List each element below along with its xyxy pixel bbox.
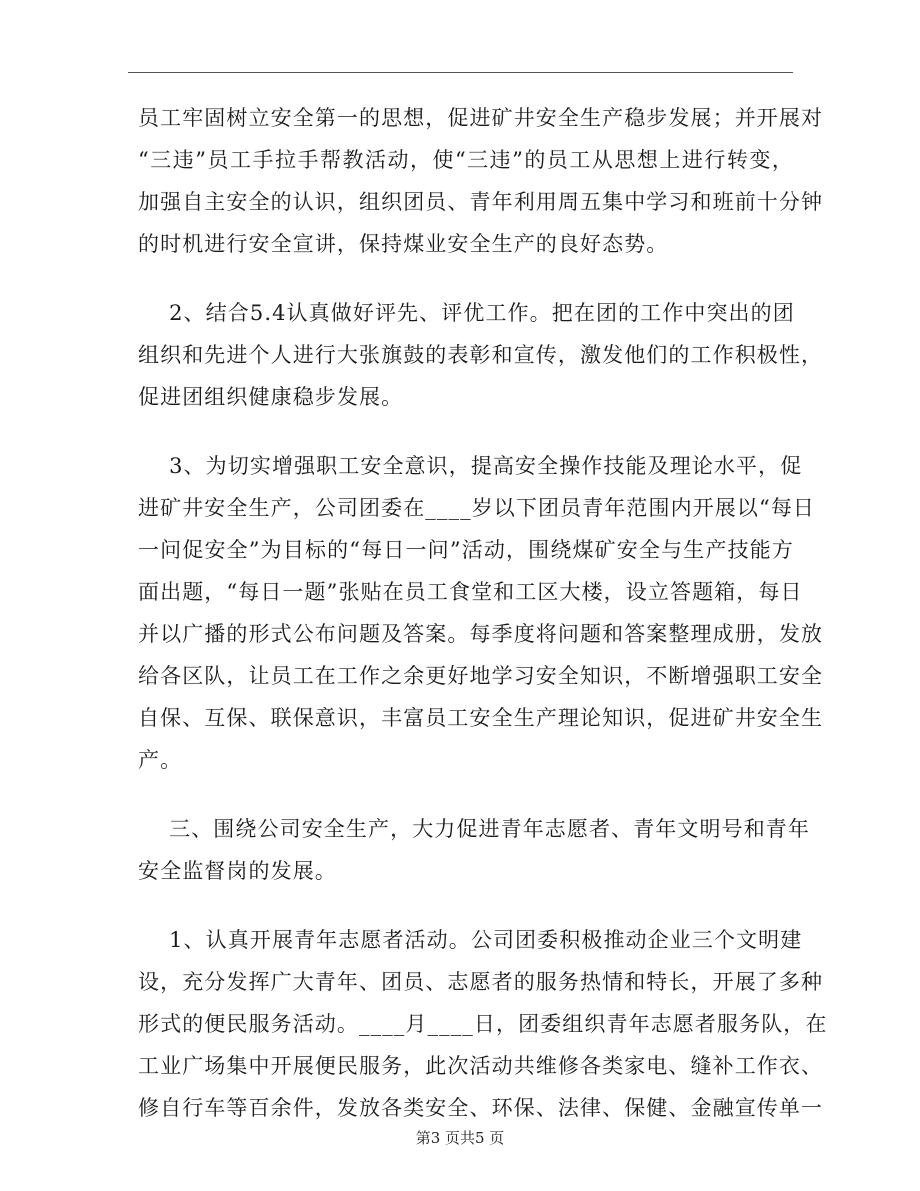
paragraph (138, 919, 828, 1129)
text-line: 进矿井安全生产，公司团委在____岁以下团员青年范围内开展以“每日 (138, 496, 816, 520)
text-line: “三违”员工手拉手帮教活动，使“三违”的员工从思想上进行转变， (138, 148, 794, 172)
text-line: 3、为切实增强职工安全意识，提高安全操作技能及理论水平，促 (138, 454, 803, 478)
text-line: 工业广场集中开展便民服务，此次活动共维修各类家电、缝补工作衣、 (138, 1054, 824, 1078)
text-line: 形式的便民服务活动。____月____日，团委组织青年志愿者服务队，在 (138, 1012, 828, 1036)
paragraph (138, 808, 810, 892)
document-body (138, 97, 828, 1129)
text-line: 加强自主安全的认识，组织团员、青年利用周五集中学习和班前十分钟 (138, 190, 824, 214)
text-line: 员工牢固树立安全第一的思想，促进矿井安全生产稳步发展；并开展对 (138, 106, 824, 130)
text-line: 1、认真开展青年志愿者活动。公司团委积极推动企业三个文明建 (138, 928, 803, 952)
paragraph (138, 97, 824, 265)
text-line: 组织和先进个人进行大张旗鼓的表彰和宣传，激发他们的工作积极性， (138, 343, 824, 367)
text-line: 产。 (138, 748, 183, 772)
text-line: 给各区队，让员工在工作之余更好地学习安全知识，不断增强职工安全 (138, 664, 824, 688)
header-rule (128, 72, 793, 73)
paragraph (138, 292, 824, 418)
text-line: 三、围绕公司安全生产，大力促进青年志愿者、青年文明号和青年 (138, 817, 810, 841)
text-line: 并以广播的形式公布问题及答案。每季度将问题和答案整理成册，发放 (138, 622, 824, 646)
text-line: 设，充分发挥广大青年、团员、志愿者的服务热情和特长，开展了多种 (138, 970, 824, 994)
page-number: 第3 页共5 页 (415, 1129, 505, 1147)
text-line: 安全监督岗的发展。 (138, 859, 337, 883)
text-line: 的时机进行安全宣讲，保持煤业安全生产的良好态势。 (138, 232, 669, 256)
text-line: 自保、互保、联保意识，丰富员工安全生产理论知识，促进矿井安全生 (138, 706, 824, 730)
text-line: 2、结合5.4认真做好评先、评优工作。把在团的工作中突出的团 (138, 301, 795, 325)
text-line: 修自行车等百余件，发放各类安全、环保、法律、保健、金融宣传单一 (138, 1096, 824, 1120)
text-line: 面出题，“每日一题”张贴在员工食堂和工区大楼，设立答题箱，每日 (138, 580, 803, 604)
paragraph (138, 445, 824, 781)
text-line: 一问促安全”为目标的“每日一问”活动，围绕煤矿安全与生产技能方 (138, 538, 794, 562)
text-line: 促进团组织健康稳步发展。 (138, 385, 404, 409)
